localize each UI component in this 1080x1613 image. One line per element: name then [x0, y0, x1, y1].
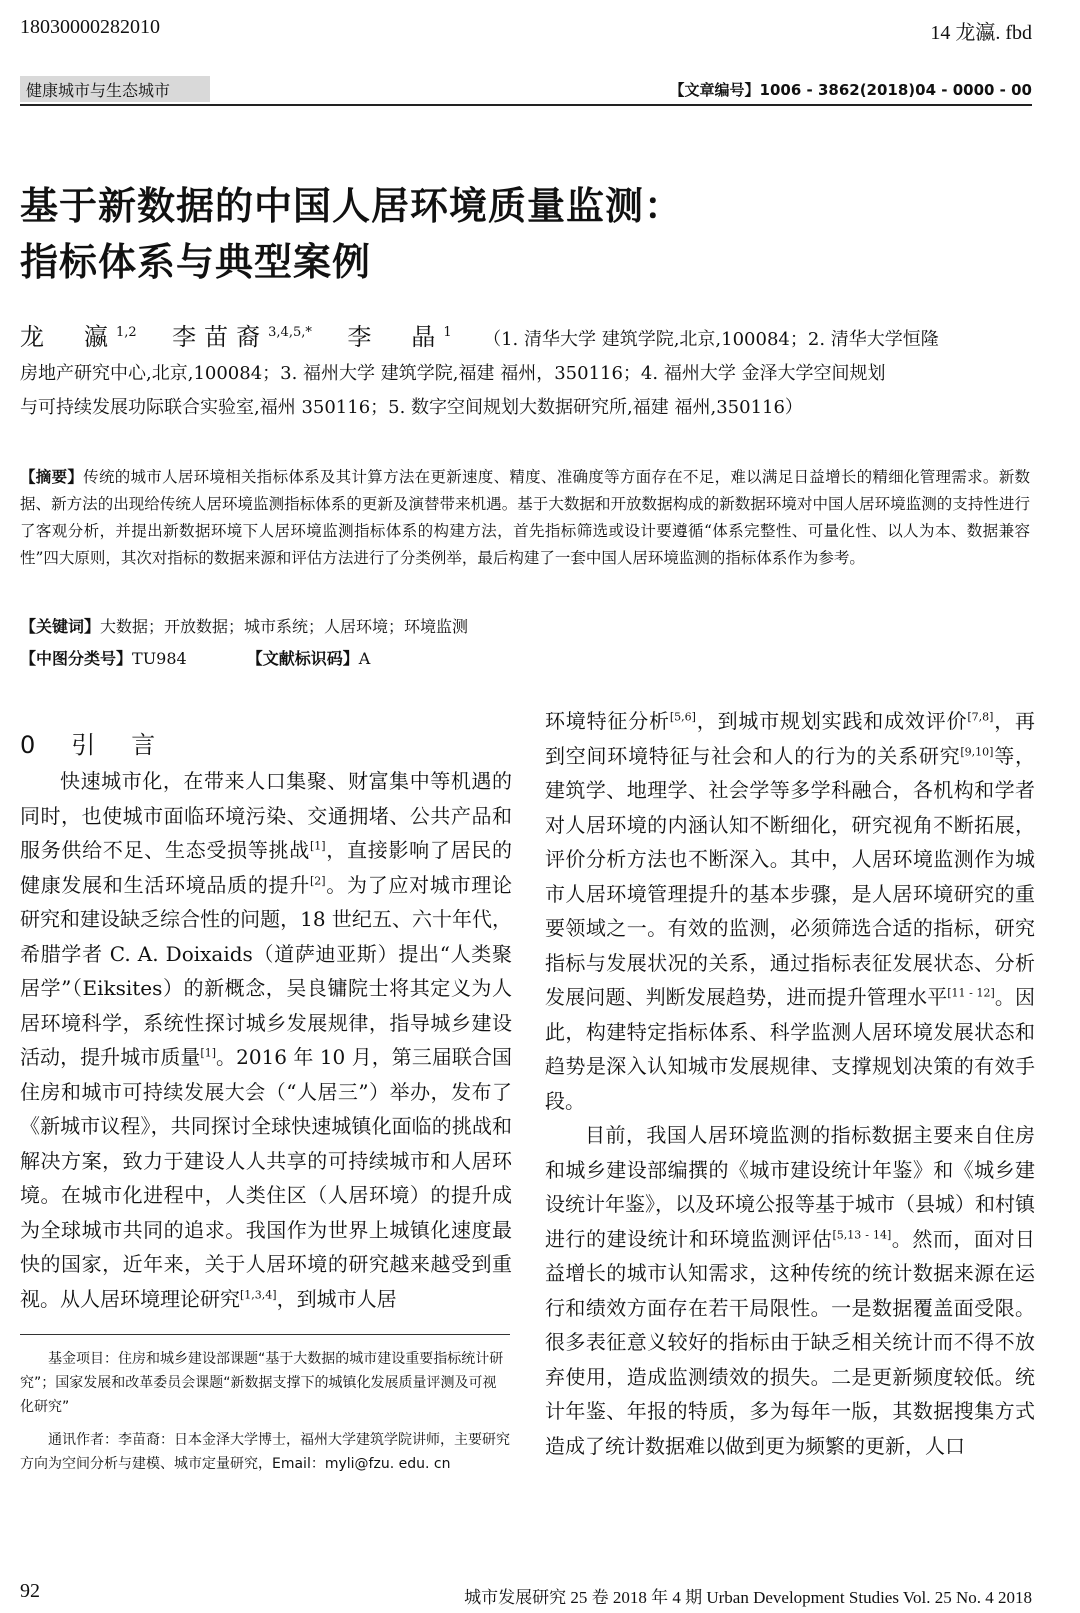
citation: [5,6] [669, 710, 696, 724]
citation: [2] [310, 873, 326, 887]
journal-footer: 城市发展研究 25 卷 2018 年 4 期 Urban Development Studies Vol. 25 No. 4 2018 [464, 1588, 1032, 1607]
doc-code-value: A [358, 649, 371, 668]
citation: [9,10] [960, 744, 994, 758]
citation: [11 - 12] [947, 986, 995, 1000]
keywords-label: 【关键词】 [20, 617, 101, 636]
author-block [20, 320, 1030, 425]
keywords [20, 614, 468, 637]
citation: [1] [310, 839, 326, 853]
author-3: 李 晶$^1$ [347, 323, 452, 351]
footnote-fund: 基金项目：住房和城乡建设部课题“基于大数据的城市建设重要指标统计研究”；国家发展和改革委员会课题“新数据支撑下的城镇化发展质量评测及可视化研究” [20, 1351, 504, 1415]
abstract-text: 传统的城市人居环境相关指标体系及其计算方法在更新速度、精度、准确度等方面存在不足，难以满足日益增长的精细化管理需求。新数据、新方法的出现给传统人居环境监测指标体系的更新及演替带来机遇。基于大数据和开放数据构成的新数据环境对中国人居环境监测的支持性进行了客观分析，并提出新数据环境下人居环境监测指标体系的构建方法，首先指标筛选或设计要遵循“体系完整性、可量化性、以人为本、数据兼容性”四大原则，其次对指标的数据来源和评估方法进行了分类例举，最后构建了一套中国人居环境监测的指标体系作为参考。 [20, 468, 1030, 567]
paragraph: 环境特征分析[5,6]，到城市规划实践和成效评价[7,8]，再到空间环境特征与社会和人的行为的关系研究[9,10]等，建筑学、地理学、社会学等多学科融合，各机构和学者对人居环境的内涵认知不断细化，研究视角不断拓展，评价分析方法也不断深入。其中，人居环境监测作为城市人居环境管理提升的基本步骤，是人居环境研究的重要领域之一。有效的监测，必须筛选合适的指标，研究指标与发展状况的关系，通过指标表征发展状态、分析发展问题、判断发展趋势，进而提升管理水平[11 - 12]。因此，构建特定指标体系、科学监测人居环境发展状态和趋势是深入认知城市发展规律、支撑规划决策的有效手段。 [545, 709, 1036, 1113]
footnote-rule [20, 1334, 510, 1335]
citation: [5,13 - 14] [832, 1227, 892, 1241]
doc-code-label: 【文献标识码】 [246, 649, 359, 668]
left-column [20, 764, 512, 1316]
citation: [7,8] [967, 710, 994, 724]
document-id: 18030000282010 [20, 16, 160, 38]
affiliation-line-1: （1. 清华大学 建筑学院,北京,100084；2. 清华大学恒隆 [483, 329, 939, 350]
column-name: 健康城市与生态城市 [26, 81, 171, 100]
citation: [1,3,4] [240, 1287, 277, 1301]
right-column [545, 704, 1035, 1463]
abstract-label: 【摘要】 [20, 468, 84, 486]
paragraph: 目前，我国人居环境监测的指标数据主要来自住房和城乡建设部编撰的《城市建设统计年鉴》和《城乡建设统计年鉴》，以及环境公报等基于城市（县城）和村镇进行的建设统计和环境监测评估[5,13 - 14]。然而，面对日益增长的城市认知需求，这种传统的统计数据来源在运行和绩效方面存在若干局限性。一是数据覆盖面受限。很多表征意义较好的指标由于缺乏相关统计而不得不放弃使用，造成监测绩效的损失。二是更新频度较低。统计年鉴、年报的特质，多为每年一版，其数据搜集方式造成了统计数据难以做到更为频繁的更新，人口 [545, 1123, 1035, 1458]
footnote-author: 通讯作者：李苗裔：日本金泽大学博士，福州大学建筑学院讲师，主要研究方向为空间分析与建模、城市定量研究，Email：myli@fzu. edu. cn [20, 1432, 510, 1472]
abstract [20, 464, 1030, 572]
paper-title [20, 178, 1030, 290]
title-line-1: 基于新数据的中国人居环境质量监测： [20, 184, 684, 228]
cls-value: TU984 [132, 649, 187, 668]
affiliation-line-3: 与可持续发展功际联合实验室,福州 350116；5. 数字空间规划大数据研究所,福建 福州,350116） [20, 397, 803, 418]
paragraph: 快速城市化，在带来人口集聚、财富集中等机遇的同时，也使城市面临环境污染、交通拥堵、公共产品和服务供给不足、生态受损等挑战[1]，直接影响了居民的健康发展和生活环境品质的提升[2]。为了应对城市理论研究和建设缺乏综合性的问题，18 世纪五、六十年代，希腊学者 C. A. Doixaids（道萨迪亚斯）提出“人类聚居学”（Eiksites）的新概念，吴良镛院士将其定义为人居环境科学，系统性探讨城乡发展规律，指导城乡建设活动，提升城市质量[1]。2016 年 10 月，第三届联合国住房和城市可持续发展大会（“人居三”）举办，发布了《新城市议程》，共同探讨全球快速城镇化面临的挑战和解决方案，致力于建设人人共享的可持续城市和人居环境。在城市化进程中，人类住区（人居环境）的提升成为全球城市共同的追求。我国作为世界上城镇化速度最快的国家，近年来，关于人居环境的研究越来越受到重视。从人居环境理论研究[1,3,4]，到城市人居 [20, 769, 513, 1311]
author-2: 李苗裔$^{3,4,5,*}$ [172, 323, 312, 351]
author-line-1 [20, 320, 1030, 357]
header-rule [20, 104, 1032, 106]
citation: [1] [200, 1046, 216, 1060]
file-name: 14 龙瀛. fbd [930, 22, 1032, 44]
classification [20, 646, 370, 669]
page-number: 92 [20, 1580, 40, 1602]
author-1: 龙 瀛$^{1,2}$ [20, 323, 137, 351]
article-number: 【文章编号】1006 - 3862(2018)04 - 0000 - 00 [669, 81, 1032, 99]
affiliation-line-2: 房地产研究中心,北京,100084；3. 福州大学 建筑学院,福建 福州，350116；4. 福州大学 金泽大学空间规划 [20, 363, 886, 384]
cls-label: 【中图分类号】 [20, 649, 133, 668]
section-heading: 0 引 言 [20, 731, 162, 759]
keywords-text: 大数据；开放数据；城市系统；人居环境；环境监测 [100, 617, 469, 636]
title-line-2: 指标体系与典型案例 [20, 240, 372, 284]
